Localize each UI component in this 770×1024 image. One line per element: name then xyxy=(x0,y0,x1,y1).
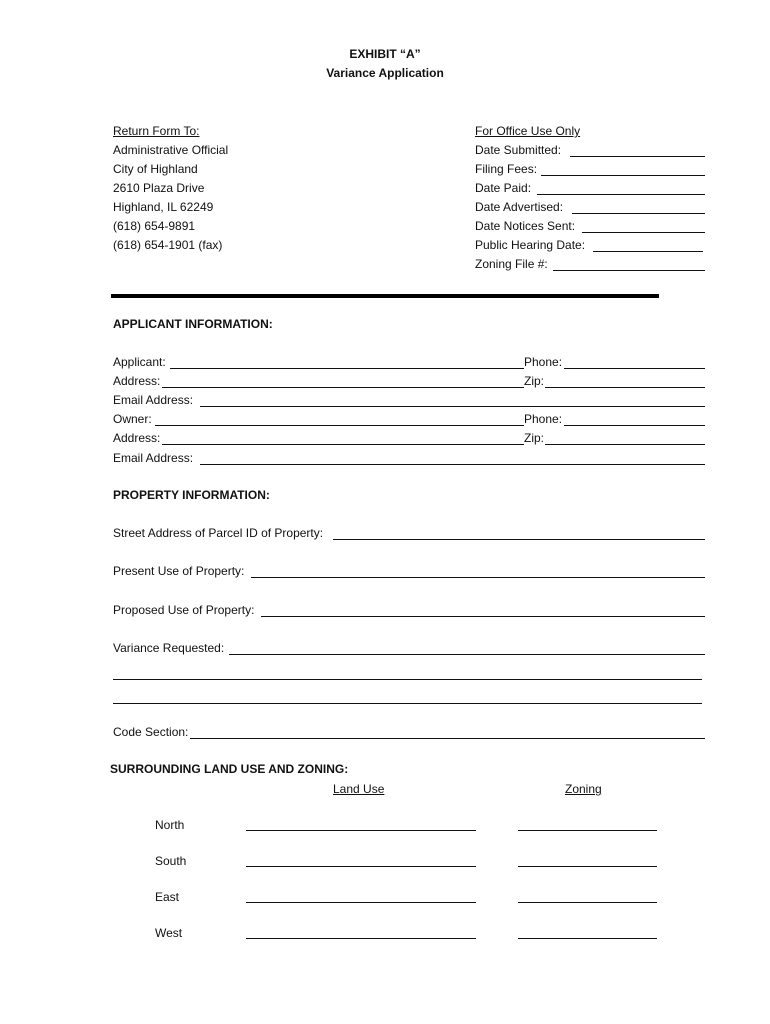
date-advertised-field[interactable] xyxy=(572,213,705,214)
return-line: (618) 654-9891 xyxy=(113,219,196,233)
applicant-heading: APPLICANT INFORMATION: xyxy=(113,317,273,331)
street-address-label: Street Address of Parcel ID of Property: xyxy=(113,526,324,540)
date-advertised-label: Date Advertised: xyxy=(475,200,564,214)
applicant-label: Applicant: xyxy=(113,355,166,369)
owner-field[interactable] xyxy=(155,425,524,426)
page-title: Variance Application xyxy=(326,66,444,80)
code-section-label: Code Section: xyxy=(113,725,189,739)
public-hearing-date-field[interactable] xyxy=(593,251,703,252)
land-use-column-header: Land Use xyxy=(333,782,385,796)
owner-zip-field[interactable] xyxy=(545,444,705,445)
north-zoning-field[interactable] xyxy=(518,830,657,831)
address-field[interactable] xyxy=(162,387,524,388)
date-submitted-label: Date Submitted: xyxy=(475,143,562,157)
present-use-field[interactable] xyxy=(251,577,705,578)
date-submitted-field[interactable] xyxy=(570,156,705,157)
exhibit-label: EXHIBIT “A” xyxy=(349,47,421,61)
return-line: City of Highland xyxy=(113,162,198,176)
south-zoning-field[interactable] xyxy=(518,866,657,867)
variance-requested-line[interactable] xyxy=(113,703,702,704)
west-land-use-field[interactable] xyxy=(246,938,476,939)
zoning-file-label: Zoning File #: xyxy=(475,257,548,271)
owner-zip-label: Zip: xyxy=(524,431,545,445)
owner-phone-label: Phone: xyxy=(524,412,563,426)
direction-label-north: North xyxy=(155,818,185,832)
phone-field[interactable] xyxy=(564,368,705,369)
variance-requested-label: Variance Requested: xyxy=(113,641,225,655)
proposed-use-field[interactable] xyxy=(261,616,705,617)
return-heading: Return Form To: xyxy=(113,124,200,138)
street-address-field[interactable] xyxy=(333,539,705,540)
zip-field[interactable] xyxy=(545,387,705,388)
direction-label-south: South xyxy=(155,854,187,868)
date-paid-field[interactable] xyxy=(537,194,705,195)
owner-label: Owner: xyxy=(113,412,152,426)
email-field[interactable] xyxy=(200,406,705,407)
north-land-use-field[interactable] xyxy=(246,830,476,831)
return-line: Administrative Official xyxy=(113,143,229,157)
property-heading: PROPERTY INFORMATION: xyxy=(113,488,270,502)
code-section-field[interactable] xyxy=(190,738,705,739)
proposed-use-label: Proposed Use of Property: xyxy=(113,603,255,617)
date-paid-label: Date Paid: xyxy=(475,181,532,195)
present-use-label: Present Use of Property: xyxy=(113,564,245,578)
east-land-use-field[interactable] xyxy=(246,902,476,903)
owner-email-label: Email Address: xyxy=(113,451,194,465)
return-line: 2610 Plaza Drive xyxy=(113,181,205,195)
applicant-field[interactable] xyxy=(170,368,524,369)
owner-address-label: Address: xyxy=(113,431,161,445)
office-use-heading: For Office Use Only xyxy=(475,124,581,138)
owner-email-field[interactable] xyxy=(200,464,705,465)
east-zoning-field[interactable] xyxy=(518,902,657,903)
zoning-file-field[interactable] xyxy=(553,270,705,271)
filing-fees-field[interactable] xyxy=(541,175,705,176)
variance-requested-field[interactable] xyxy=(229,654,705,655)
return-line: Highland, IL 62249 xyxy=(113,200,214,214)
phone-label: Phone: xyxy=(524,355,563,369)
west-zoning-field[interactable] xyxy=(518,938,657,939)
public-hearing-date-label: Public Hearing Date: xyxy=(475,238,586,252)
zip-label: Zip: xyxy=(524,374,545,388)
return-line: (618) 654-1901 (fax) xyxy=(113,238,223,252)
surrounding-heading: SURROUNDING LAND USE AND ZONING: xyxy=(110,762,349,776)
variance-requested-line[interactable] xyxy=(113,679,702,680)
zoning-column-header: Zoning xyxy=(565,782,602,796)
south-land-use-field[interactable] xyxy=(246,866,476,867)
email-label: Email Address: xyxy=(113,393,194,407)
direction-label-west: West xyxy=(155,926,183,940)
date-notices-sent-field[interactable] xyxy=(582,232,705,233)
section-divider xyxy=(111,294,659,298)
owner-phone-field[interactable] xyxy=(564,425,705,426)
owner-address-field[interactable] xyxy=(162,444,524,445)
date-notices-sent-label: Date Notices Sent: xyxy=(475,219,576,233)
direction-label-east: East xyxy=(155,890,180,904)
filing-fees-label: Filing Fees: xyxy=(475,162,538,176)
address-label: Address: xyxy=(113,374,161,388)
